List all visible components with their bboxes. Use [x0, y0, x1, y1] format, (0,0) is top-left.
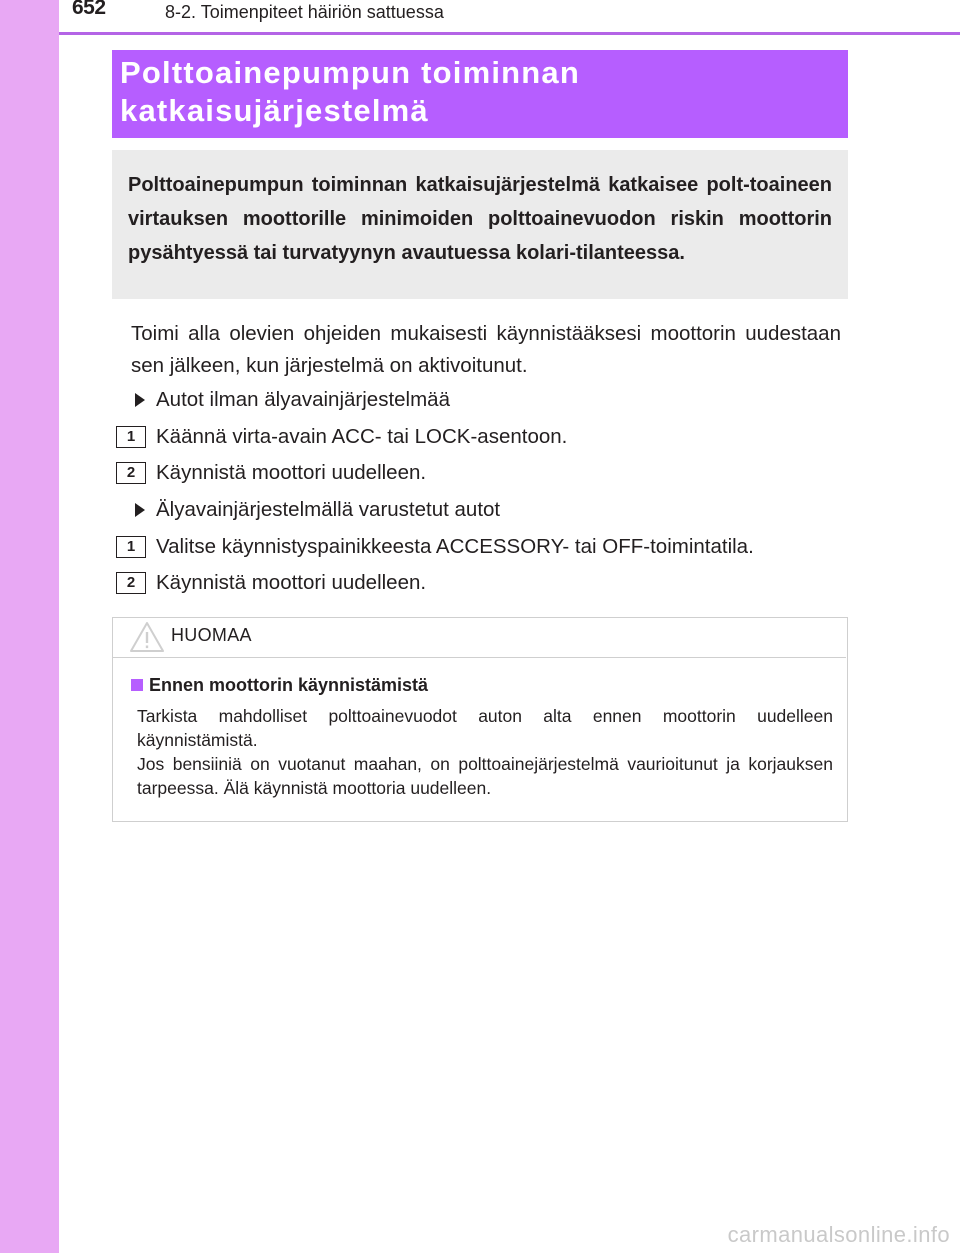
intro-text: Polttoainepumpun toiminnan katkaisujärjestelmä katkaisee polt-toaineen virtauksen moottorille minimoiden polttoainevuodon riskin moottorin pysähtyessä tai turvatyynyn avautuessa kolari-tilanteessa.	[128, 174, 832, 264]
step-text: Käynnistä moottori uudelleen.	[156, 571, 427, 594]
group-heading: Autot ilman älyavainjärjestelmää	[156, 388, 450, 411]
group-heading: Älyavainjärjestelmällä varustetut autot	[156, 498, 501, 521]
notice-label: HUOMAA	[171, 625, 252, 645]
warning-triangle-icon	[129, 621, 165, 653]
step-row	[116, 568, 856, 598]
step-number-badge: 2	[116, 572, 146, 594]
step-row	[116, 532, 856, 562]
step-number-badge: 1	[116, 426, 146, 448]
header-divider	[59, 32, 960, 35]
notice-body	[137, 704, 833, 800]
notice-paragraph: Tarkista mahdolliset polttoainevuodot auton alta ennen moottorin uudelleen käynnistämistä.	[137, 706, 833, 750]
right-triangle-icon	[135, 393, 145, 407]
section-title-line-1: Polttoainepumpun toiminnan	[120, 55, 580, 90]
step-row	[116, 458, 856, 488]
group-heading-row	[116, 385, 856, 415]
step-text: Käännä virta-avain ACC- tai LOCK-asentoon.	[156, 425, 568, 448]
section-title-line-2: katkaisujärjestelmä	[120, 93, 429, 128]
step-number-badge: 1	[116, 536, 146, 558]
square-bullet-icon	[131, 679, 143, 691]
body-paragraph: Toimi alla olevien ohjeiden mukaisesti käynnistääksesi moottorin uudestaan sen jälkeen, kun järjestelmä on aktivoitunut.	[131, 322, 841, 377]
notice-subheading	[131, 675, 428, 696]
step-text: Käynnistä moottori uudelleen.	[156, 461, 427, 484]
section-title-banner	[112, 50, 848, 138]
right-triangle-icon	[135, 503, 145, 517]
watermark: carmanualsonline.info	[727, 1222, 950, 1247]
chapter-title: 8-2. Toimenpiteet häiriön sattuessa	[165, 2, 444, 22]
step-number-badge: 2	[116, 462, 146, 484]
step-row	[116, 422, 856, 452]
notice-header	[113, 618, 846, 658]
intro-box	[112, 150, 848, 299]
side-color-strip	[0, 0, 59, 1253]
group-heading-row	[116, 495, 856, 525]
page-number: 652	[72, 0, 106, 19]
notice-box	[112, 617, 848, 822]
notice-subheading-text: Ennen moottorin käynnistämistä	[149, 675, 429, 695]
notice-paragraph: Jos bensiiniä on vuotanut maahan, on polttoainejärjestelmä vaurioitunut ja korjauksen tarpeessa. Älä käynnistä moottoria uudelleen.	[137, 754, 833, 798]
step-text: Valitse käynnistyspainikkeesta ACCESSORY- tai OFF-toimintatila.	[156, 535, 754, 558]
